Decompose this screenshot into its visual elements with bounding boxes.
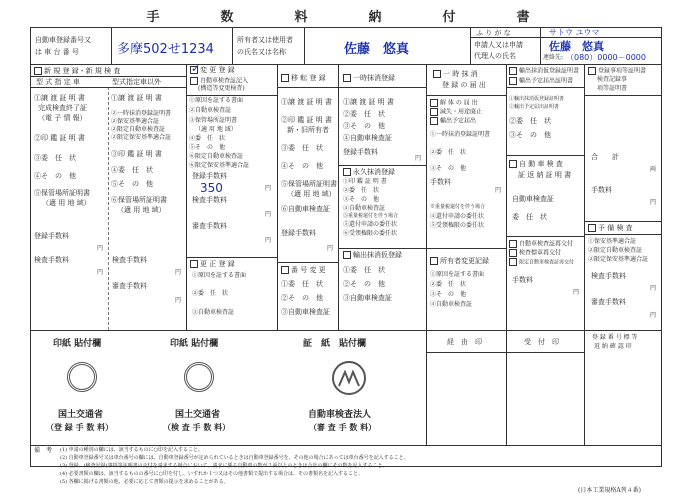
c2-reg-fee-value[interactable]: 350 [200, 181, 223, 195]
c4-sub2-item-3: ③自動車検査証 [343, 294, 392, 302]
export-cancel-header: 輸出抹消仮登録 [343, 251, 402, 259]
c2-insp-fee-label: 検査手数料 [192, 196, 227, 204]
inspection-cert-return-checkbox[interactable] [509, 160, 517, 168]
c5-sub-item-1: ①原因を証する書面 [430, 271, 485, 278]
note-line-4: (4) 必要書類の欄は、該当するものの番号に○印を付し、いずれか１つ又はその他書類で提出する場合は、その書類名を記入すること。 [60, 471, 364, 477]
c5-item-3-checkbox[interactable] [430, 117, 438, 125]
yen-unit: 円 [97, 245, 104, 252]
c4-item-4: ④自動車検査証 [343, 134, 392, 142]
vehicle-number-label: 自動車登録番号又 [35, 36, 91, 44]
yen-unit: 円 [97, 269, 104, 276]
confirm-label-1: 登 録 番 号 標 等 [592, 334, 638, 341]
c5-item-2: 減失・用途廃止 [430, 108, 482, 116]
c3-item-6: ⑤保管場所証明書 [281, 180, 337, 188]
c6-sub-item-2: 委 任 状 [512, 213, 547, 221]
c7-fee-label: 手数料 [591, 186, 612, 194]
non-type-designated-header: 型式指定車以外 [112, 78, 161, 86]
c1b-audit-fee-label: 審査手数料 [112, 282, 147, 290]
note-line-3: (3) 登録、(検査記録)事項等証明書の交付を請求する場合において、請求に係る自動車の数が２両以上のときは合計の欄にその数を記入すること。 [60, 463, 388, 469]
c4-sub-item-1: ①印 鑑 証 明 書 [343, 178, 387, 185]
c2-sub-item-3: ③自動車検査証 [192, 309, 235, 316]
vehicle-number-value[interactable]: 多摩502せ1234 [117, 42, 214, 57]
c5-item-9: ⑤受領権限の委任状 [430, 222, 485, 229]
total-label: 合 計 [591, 153, 619, 161]
form-title: 手 数 料 納 付 書 [146, 10, 554, 25]
reissue-limited-header: 限定自動車検査証再交付 [509, 258, 574, 266]
c6-item-1: ①輸出抹消仮登録証明書 [509, 96, 565, 102]
c6-item-2: ②輸出予定届出証明書 [509, 104, 560, 110]
temporary-cancel-checkbox[interactable] [343, 74, 351, 82]
c2-header-2: 自動車検査証記入 [190, 77, 248, 85]
c1a-item-6: ④そ の 他 [34, 172, 76, 180]
c5-sub-item-3: ③そ の 他 [430, 291, 467, 298]
c6-item-3: ②委 任 状 [509, 117, 551, 125]
c3-sub-item-2: ②そ の 他 [281, 294, 323, 302]
c5-item-6: ③そ の 他 [430, 165, 467, 172]
applicant-name-value[interactable]: 佐藤 悠真 [549, 40, 604, 53]
c4-sub-item-7: ⑥受領権限の委任状 [343, 230, 398, 237]
c2-item-1: ①原因を証する書面 [189, 97, 244, 104]
owner-label: 所有者又は使用者 [237, 36, 293, 44]
yen-unit: 円 [573, 289, 580, 296]
c2-item-6: ⑤そ の 他 [189, 144, 226, 151]
c7-header-2: 検査記録事 [597, 76, 628, 83]
c5-sub-item-2: ②委 任 状 [430, 281, 467, 288]
owner-change-checkbox[interactable] [430, 257, 438, 265]
c3-item-2: ②印 鑑 証 明 書 [281, 116, 332, 124]
c1b-item-2: ②一時抹消登録証明書 [111, 110, 172, 117]
total-unit: 両 [650, 166, 657, 173]
c7-header-3: 項等証明書 [597, 85, 628, 92]
reissue-sticker-checkbox[interactable] [509, 249, 517, 257]
c3-item-5: ④そ の 他 [281, 162, 323, 170]
c1a-insp-fee-label: 検査手数料 [34, 256, 69, 264]
yen-unit: 円 [175, 269, 182, 276]
c5-header-2: 登 録 の 届 出 [442, 81, 486, 89]
c7-sub-item-2: ②限定自動車検査証 [588, 247, 643, 254]
temporary-cancel-notice-header: 一 時 抹 消 [433, 70, 478, 78]
c5-item-7: ※重量税還付を伴う場合 [430, 204, 486, 210]
c3-item-4: ③委 任 状 [281, 144, 323, 152]
c1a-item-1: ①譲 渡 証 明 書 [34, 94, 85, 102]
c3-sub-item-3: ③自動車検査証 [281, 308, 330, 316]
export-notice-cert-checkbox[interactable] [509, 77, 517, 85]
c2-item-3: ③保管場所証明書 [189, 117, 238, 124]
c1b-item-9: ⑥保管場所証明書 [111, 196, 167, 204]
c5-item-1-checkbox[interactable] [430, 99, 438, 107]
owner-name-value[interactable]: 佐藤 悠真 [344, 42, 410, 57]
c1a-item-3: （電 子 情 報） [38, 114, 87, 122]
stamp-org-3: 自動車検査法人 [308, 410, 372, 420]
stamp-org-2: 国土交通省 [175, 410, 221, 420]
c1b-item-7: ④委 任 状 [111, 166, 153, 174]
furigana-label: ふ り が な [476, 29, 511, 37]
mlit-logo-icon [184, 362, 214, 392]
note-line-2: (2) 自動車登録番号又は車台番号の欄には、自動車登録番号が定められているときは自動車登録番号を、その他の場合にあっては車台番号を記入すること。 [60, 455, 409, 461]
c2-item-5: ④委 任 状 [189, 135, 226, 142]
new-registration-checkbox[interactable] [34, 67, 42, 75]
yen-unit: 円 [327, 245, 334, 252]
type-designated-header: 型 式 指 定 車 [36, 78, 80, 86]
c3-item-8: ⑥自動車検査証 [281, 205, 330, 213]
c4-item-1: ①譲 渡 証 明 書 [343, 98, 394, 106]
c1b-item-1: ①譲 渡 証 明 書 [111, 94, 162, 102]
export-cert-checkbox[interactable] [509, 67, 517, 75]
c1a-item-7: ⑤保管場所証明書 [34, 189, 90, 197]
c5-fee-label: 手数料 [430, 178, 451, 186]
c5-item-4: ①一時抹消登録証明書 [430, 131, 491, 138]
c3-reg-fee-label: 登録手数料 [281, 229, 316, 237]
c2-item-2: ②自動車検査証 [189, 107, 232, 114]
yen-unit: 円 [650, 199, 657, 206]
c3-item-3: 新・旧所有者 [287, 126, 329, 134]
c2-item-8: ⑥限定保安基準適合証 [189, 162, 250, 169]
c5-sub-item-4: ④自動車検査証 [430, 301, 473, 308]
mlit-logo-icon [67, 362, 97, 392]
stamp-org-1: 国土交通省 [58, 410, 104, 420]
c2-item-4: （適 用 地 域） [195, 126, 237, 133]
applicant-label-2: 代理人の氏名 [474, 52, 516, 60]
c4-sub-item-2: ②委 任 状 [343, 187, 380, 194]
note-line-1: (1) 申請の種別の欄には、該当するものに○印を記入すること。 [60, 447, 204, 453]
yen-unit: 円 [650, 285, 657, 292]
c1b-item-5: ②限定保安基準適合証 [111, 134, 172, 141]
c2-item-7: ⑥限定自動車検査証 [189, 153, 244, 160]
reissue-cert-header: 自動車検査証再交付 [509, 240, 573, 248]
c1b-item-8: ⑤そ の 他 [111, 180, 153, 188]
via-stamp-label: 経 由 印 [447, 338, 482, 346]
c7-audit-fee-label: 審査手数料 [591, 298, 626, 306]
applicant-label: 申請人又は申請 [474, 41, 523, 49]
c2-sub-item-2: ②委 任 状 [192, 290, 229, 297]
registration-cert-checkbox[interactable] [588, 67, 596, 75]
c1b-item-4: ②限定自動車検査証 [111, 126, 166, 133]
c2-header-3: (構造等変更検査) [198, 85, 245, 92]
correction-checkbox[interactable] [190, 260, 198, 268]
change-registration-header: 変 更 登 録 [190, 66, 235, 74]
number-change-checkbox[interactable] [281, 266, 289, 274]
export-notice-cert-header: 輸出予定届出証明書 [509, 77, 573, 85]
yen-unit: 円 [175, 297, 182, 304]
c3-sub-item-1: ①委 任 状 [281, 280, 323, 288]
check-mark-icon: ✓ [191, 62, 201, 75]
c1a-item-2: 完成検査終了証 [38, 104, 87, 112]
c4-sub-item-5: ⑤重量税還付を伴う場合 [343, 213, 399, 219]
c7-sub-item-3: ②限定保安基準適合証 [588, 256, 649, 263]
c7-insp-fee-label: 検査手数料 [591, 272, 626, 280]
c4-item-3: ③そ の 他 [343, 122, 385, 130]
contact-value[interactable]: （080）0000－0000 [566, 53, 646, 62]
yen-unit: 円 [415, 155, 422, 162]
c3-item-7: （適 用 地 域） [287, 190, 336, 198]
c5-item-3: 輸出予定届出 [430, 117, 476, 125]
c1a-item-8: （適 用 地 域） [42, 199, 91, 207]
c1a-item-4: ②印 鑑 証 明 書 [34, 134, 85, 142]
c6-fee-label: 手数料 [512, 276, 533, 284]
c6-sub-item-1: 自動車検査証 [512, 195, 554, 203]
owner-label-2: の氏名又は名称 [237, 48, 286, 56]
c1b-item-10: （適 用 地 域） [117, 206, 166, 214]
yen-unit: 円 [265, 211, 272, 218]
new-registration-header: 新 規 登 録・新 規 検 査 [34, 67, 120, 75]
stamp-area-label-1: 印紙 貼付欄 [53, 339, 102, 349]
stamp-fee-kind-1: （登 録 手 数 料） [46, 422, 114, 432]
inspection-record-checkbox[interactable] [190, 77, 198, 85]
preliminary-inspection-header: 予 備 検 査 [588, 224, 633, 232]
stamp-fee-kind-2: （検 査 手 数 料） [163, 422, 231, 432]
jis-footer: (日本工業規格A列４番) [578, 487, 642, 494]
reissue-sticker-header: 検査標章再交付 [509, 249, 561, 257]
note-line-5: (5) 各欄に掲げる書類の他、必要に応じて書類の提示を求めることがある。 [60, 479, 229, 485]
transfer-registration-header: 移 転 登 録 [281, 74, 326, 82]
c4-item-2: ②委 任 状 [343, 110, 385, 118]
export-cancel-checkbox[interactable] [343, 251, 351, 259]
c7-sub-item-1: ①保安基準適合証 [588, 238, 637, 245]
yen-unit: 円 [495, 187, 502, 194]
c4-sub2-item-1: ①委 任 状 [343, 266, 385, 274]
naltec-logo-icon [331, 360, 367, 396]
c1b-item-3: ②保安基準適合証 [111, 118, 160, 125]
c5-item-8: ④還付申請の委任状 [430, 213, 485, 220]
c5-item-1: 解 体 の 届 出 [430, 99, 478, 107]
inspection-cert-return-header: 自 動 車 検 査 [509, 160, 563, 168]
confirm-label-2: 返 納 確 認 印 [594, 343, 632, 350]
c1a-item-5: ③委 任 状 [34, 154, 76, 162]
stamp-fee-kind-3: （審 査 手 数 料） [309, 422, 377, 432]
registration-cert-header: 登録事項等証明書 [588, 67, 646, 75]
c1a-reg-fee-label: 登録手数料 [34, 232, 69, 240]
vehicle-number-label-2: は 車 台 番 号 [35, 48, 79, 56]
receipt-stamp-label: 受 付 印 [524, 338, 559, 346]
yen-unit: 円 [265, 185, 272, 192]
temporary-cancel-notice-checkbox[interactable] [433, 70, 441, 78]
yen-unit: 円 [265, 237, 272, 244]
c4-sub-item-6: ⑤還付申請の委任状 [343, 221, 398, 228]
number-change-header: 番 号 変 更 [281, 266, 326, 274]
contact-label: 連絡先: [543, 54, 564, 61]
owner-change-record-header: 所有者変更記録 [430, 257, 489, 265]
export-cert-header: 輸出抹消仮登録証明書 [509, 67, 579, 75]
permanent-cancel-header: 永久抹消登録 [343, 168, 395, 176]
c4-sub-item-3: ③そ の 他 [343, 196, 380, 203]
stamp-area-label-2: 印紙 貼付欄 [170, 339, 219, 349]
c3-item-1: ①譲 渡 証 明 書 [281, 98, 332, 106]
c6-sub-header-2: 証 返 納 証 明 書 [518, 171, 572, 179]
c6-item-4: ③そ の 他 [509, 131, 551, 139]
c2-reg-fee-label: 登録手数料 [192, 172, 227, 180]
c1b-item-6: ③印 鑑 証 明 書 [111, 150, 162, 158]
c4-reg-fee-label: 登録手数料 [343, 148, 378, 156]
furigana-value[interactable]: サトウ ユウマ [549, 28, 600, 37]
c2-audit-fee-label: 審査手数料 [192, 222, 227, 230]
c4-sub2-item-2: ②そ の 他 [343, 280, 385, 288]
reissue-limited-checkbox[interactable] [509, 258, 517, 266]
transfer-checkbox[interactable] [281, 74, 289, 82]
yen-unit: 円 [650, 312, 657, 319]
permanent-cancel-checkbox[interactable] [343, 168, 351, 176]
temporary-cancel-header: 一時抹消登録 [343, 74, 395, 82]
c5-item-5: ②委 任 状 [430, 149, 467, 156]
stamp-area-label-3: 証 紙 貼付欄 [303, 339, 367, 349]
c4-sub-item-4: ④自動車検査証 [343, 205, 386, 212]
correction-registration-header: 更 正 登 録 [190, 260, 235, 268]
notes-label: 備 考 [34, 447, 53, 454]
reissue-cert-checkbox[interactable] [509, 240, 517, 248]
c1b-insp-fee-label: 検査手数料 [112, 256, 147, 264]
preliminary-inspection-checkbox[interactable] [588, 224, 596, 232]
c2-sub-item-1: ①原因を証する書面 [192, 272, 247, 279]
c5-item-2-checkbox[interactable] [430, 108, 438, 116]
